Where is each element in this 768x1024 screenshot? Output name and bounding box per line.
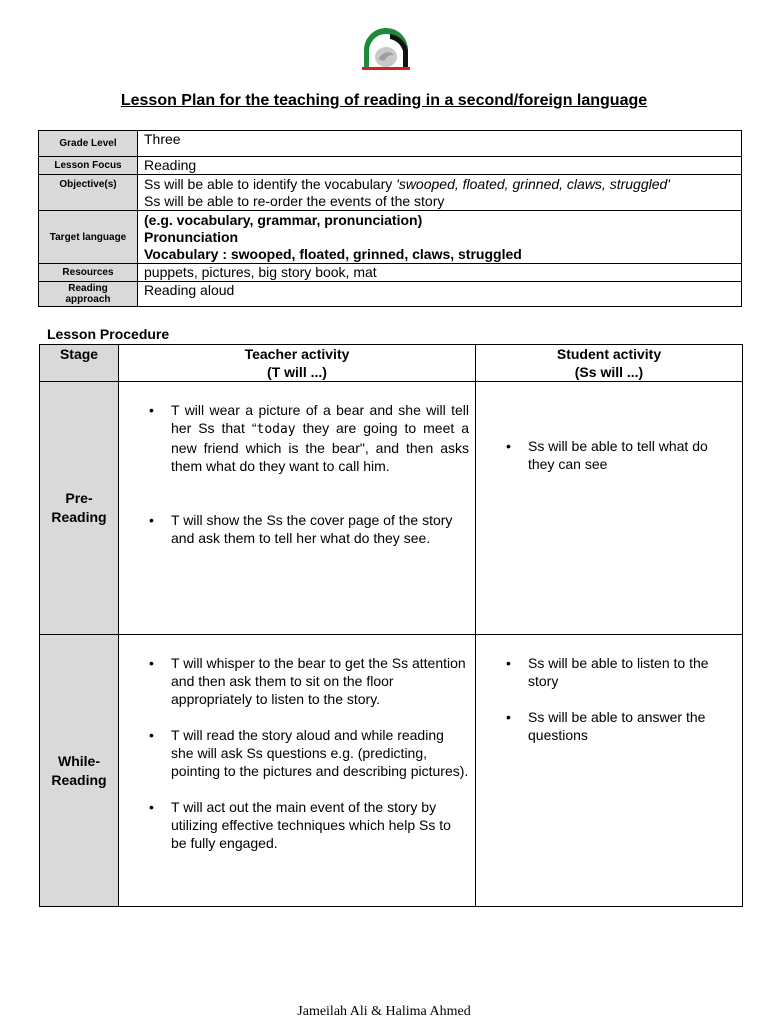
lesson-focus-value: Reading bbox=[138, 157, 742, 175]
resources-value: puppets, pictures, big story book, mat bbox=[138, 264, 742, 282]
procedure-table bbox=[39, 344, 743, 907]
grade-level-value: Three bbox=[138, 131, 742, 157]
pre-reading-teacher-item-1: • T will wear a picture of a bear and she will tell her Ss that “today they are going to meet a new friend which is the bear", and then asks them what do they want to call him. bbox=[171, 401, 469, 475]
pre-reading-student-item-1: • Ss will be able to tell what do they can see bbox=[528, 437, 736, 473]
lesson-info-table bbox=[38, 130, 742, 307]
reading-approach-value: Reading aloud bbox=[138, 282, 742, 307]
while-reading-teacher-item-1: • T will whisper to the bear to get the Ss attention and then ask them to sit on the floor appropriately to listen to the story. bbox=[171, 654, 469, 708]
stage-header: Stage bbox=[40, 345, 119, 382]
grade-level-label: Grade Level bbox=[39, 131, 138, 157]
info-row-reading-approach bbox=[39, 282, 742, 307]
pre-reading-row bbox=[40, 382, 743, 635]
while-reading-teacher-cell bbox=[119, 635, 476, 907]
while-reading-row bbox=[40, 635, 743, 907]
while-reading-teacher-item-3: • T will act out the main event of the story by utilizing effective techniques which help Ss to be fully engaged. bbox=[171, 798, 469, 852]
pre-reading-teacher-cell bbox=[119, 382, 476, 635]
document-footer: Jameilah Ali & Halima Ahmed bbox=[297, 1004, 471, 1019]
objectives-label: Objective(s) bbox=[39, 175, 138, 211]
info-row-lesson-focus bbox=[39, 157, 742, 175]
pre-reading-teacher-item-2: • T will show the Ss the cover page of the story and ask them to tell her what do they see. bbox=[171, 511, 469, 547]
reading-approach-label: Reading approach bbox=[39, 282, 138, 307]
pre-reading-stage: Pre- Reading bbox=[40, 382, 119, 635]
target-language-value bbox=[138, 211, 742, 264]
info-row-resources bbox=[39, 264, 742, 282]
student-activity-header: Student activity (Ss will ...) bbox=[476, 345, 743, 382]
while-reading-student-item-1: • Ss will be able to listen to the story bbox=[528, 654, 736, 690]
target-language-label: Target language bbox=[39, 211, 138, 264]
while-reading-teacher-item-2: • T will read the story aloud and while reading she will ask Ss questions e.g. (predicting, pointing to the pictures and describing pictures). bbox=[171, 726, 469, 780]
target-language-line-3: Vocabulary : swooped, floated, grinned, claws, struggled bbox=[144, 245, 522, 262]
emblem-logo bbox=[360, 28, 412, 72]
target-language-line-1: (e.g. vocabulary, grammar, pronunciation) bbox=[144, 211, 423, 228]
info-row-grade-level bbox=[39, 131, 742, 157]
while-reading-stage: While- Reading bbox=[40, 635, 119, 907]
while-reading-student-item-2: • Ss will be able to answer the questions bbox=[528, 708, 736, 744]
objectives-value bbox=[138, 175, 742, 211]
procedure-title: Lesson Procedure bbox=[47, 326, 170, 342]
procedure-header-row bbox=[40, 345, 743, 382]
info-row-target-language bbox=[39, 211, 742, 264]
objective-1: Ss will be able to identify the vocabulary 'swooped, floated, grinned, claws, struggled' bbox=[144, 175, 670, 192]
objective-2: Ss will be able to re-order the events of the story bbox=[144, 192, 445, 209]
document-title: Lesson Plan for the teaching of reading in a second/foreign language bbox=[120, 92, 648, 109]
resources-label: Resources bbox=[39, 264, 138, 282]
info-row-objectives bbox=[39, 175, 742, 211]
teacher-activity-header: Teacher activity (T will ...) bbox=[119, 345, 476, 382]
pre-reading-student-cell bbox=[476, 382, 743, 635]
target-language-line-2: Pronunciation bbox=[144, 228, 239, 245]
lesson-focus-label: Lesson Focus bbox=[39, 157, 138, 175]
while-reading-student-cell bbox=[476, 635, 743, 907]
